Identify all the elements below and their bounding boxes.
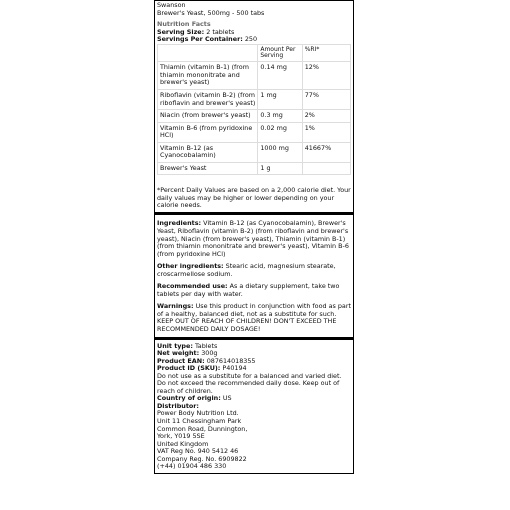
table-header-amount: Amount Per Serving [258, 44, 302, 62]
country-of-origin: Country of origin: US [157, 394, 232, 403]
table-row [158, 62, 351, 90]
ingredients-label: Ingredients: [157, 219, 202, 228]
nutrient-name: Vitamin B-6 (from pyridoxine HCl) [158, 122, 258, 142]
other-ingredients-label: Other ingredients: [157, 262, 224, 271]
disclaimer: Do not use as a substitute for a balanced and varied diet. Do not exceed the recommended daily dose. Keep out of reach of children. [157, 371, 342, 395]
nutrient-name: Brewer's Yeast [158, 162, 258, 175]
nutrient-ri: 41667% [302, 142, 350, 162]
nutrient-amount: 1000 mg [258, 142, 302, 162]
distributor-line: (+44) 01904 486 330 [157, 462, 227, 471]
net-weight: Net weight: 300g [157, 349, 218, 358]
nutrient-ri [302, 162, 350, 175]
recommended-use-label: Recommended use: [157, 282, 228, 291]
distributor-line: VAT Reg No. 940 5412 46 [157, 447, 239, 456]
table-row [158, 162, 351, 175]
warnings-section [157, 303, 351, 333]
other-ingredients-text: Stearic acid, magnesium stearate, croscarmellose sodium. [157, 262, 336, 278]
other-ingredients-section [157, 263, 351, 278]
nutrient-name: Vitamin B-12 (as Cyanocobalamin) [158, 142, 258, 162]
product-name: Brewer's Yeast, 500mg - 500 tabs [157, 8, 265, 17]
product-details [157, 343, 351, 471]
nutrient-name: Niacin (from brewer's yeast) [158, 110, 258, 123]
supplement-facts-panel [154, 0, 354, 474]
distributor-line: Unit 11 Chessingham Park [157, 417, 242, 425]
divider [155, 337, 353, 340]
distributor-line: Power Body Nutrition Ltd. [157, 409, 239, 418]
nutrient-amount: 0.02 mg [258, 122, 302, 142]
ingredients-text: Vitamin B-12 (as Cyanocobalamin), Brewer's Yeast, Riboflavin (vitamin B-2) (from riboflavin and brewer's yeast), Niacin (from brewer's yeast), Thiamin (vitamin B-1) (from thiamin mononitrate and brewer's yeast), Vitamin B-6 (from pyridoxine HCl) [157, 219, 349, 258]
table-header-ri: %RI* [302, 44, 350, 62]
nutrient-name: Thiamin (vitamin B-1) (from thiamin mononitrate and brewer's yeast) [158, 62, 258, 90]
nutrient-ri: 1% [302, 122, 350, 142]
nutrient-amount: 1 mg [258, 89, 302, 109]
divider [155, 212, 353, 215]
nutrient-name: Riboflavin (vitamin B-2) (from riboflavin and brewer's yeast) [158, 89, 258, 109]
distributor-line: Company Reg. No. 6909822 [157, 454, 247, 463]
distributor-line: York, Y019 5SE [157, 432, 205, 441]
nutrient-amount: 0.14 mg [258, 62, 302, 90]
distributor-line: Common Road, Dunnington, [157, 424, 248, 433]
product-sku: Product ID (SKU): P40194 [157, 364, 247, 373]
table-header-row [158, 44, 351, 62]
recommended-use-text: As a dietary supplement, take two tablets per day with water. [157, 282, 340, 298]
ingredients-section [157, 220, 351, 258]
nutrition-table [157, 44, 351, 176]
serving-size: Serving Size: 2 tablets [157, 27, 235, 36]
nutrient-ri: 2% [302, 110, 350, 123]
unit-type: Unit type: Tablets [157, 341, 218, 350]
brand-name: Swanson [157, 1, 186, 9]
nutrient-ri: 77% [302, 89, 350, 109]
nutrient-amount: 1 g [258, 162, 302, 175]
distributor-line: United Kingdom [157, 439, 209, 448]
nutrient-amount: 0.3 mg [258, 110, 302, 123]
table-header-nutrient [158, 44, 258, 62]
product-ean: Product EAN: 087614018355 [157, 356, 256, 365]
servings-per-container: Servings Per Container: 250 [157, 35, 258, 44]
table-row [158, 89, 351, 109]
table-row [158, 122, 351, 142]
recommended-use-section [157, 283, 351, 298]
warnings-text: Use this product in conjunction with food as part of a healthy, balanced diet, not as a substitute for such. KEEP OUT OF REACH OF CHILDREN! DON'T EXCEED THE RECOMMENDED DAILY DOSAGE! [157, 302, 351, 333]
daily-value-footnote: *Percent Daily Values are based on a 2,000 calorie diet. Your daily values may be higher or lower depending on your calorie needs. [157, 186, 351, 210]
table-row [158, 142, 351, 162]
table-row [158, 110, 351, 123]
nutrient-ri: 12% [302, 62, 350, 90]
nutrition-facts-title: Nutrition Facts [157, 20, 211, 29]
warnings-label: Warnings: [157, 302, 194, 311]
distributor-label: Distributor: [157, 401, 199, 410]
